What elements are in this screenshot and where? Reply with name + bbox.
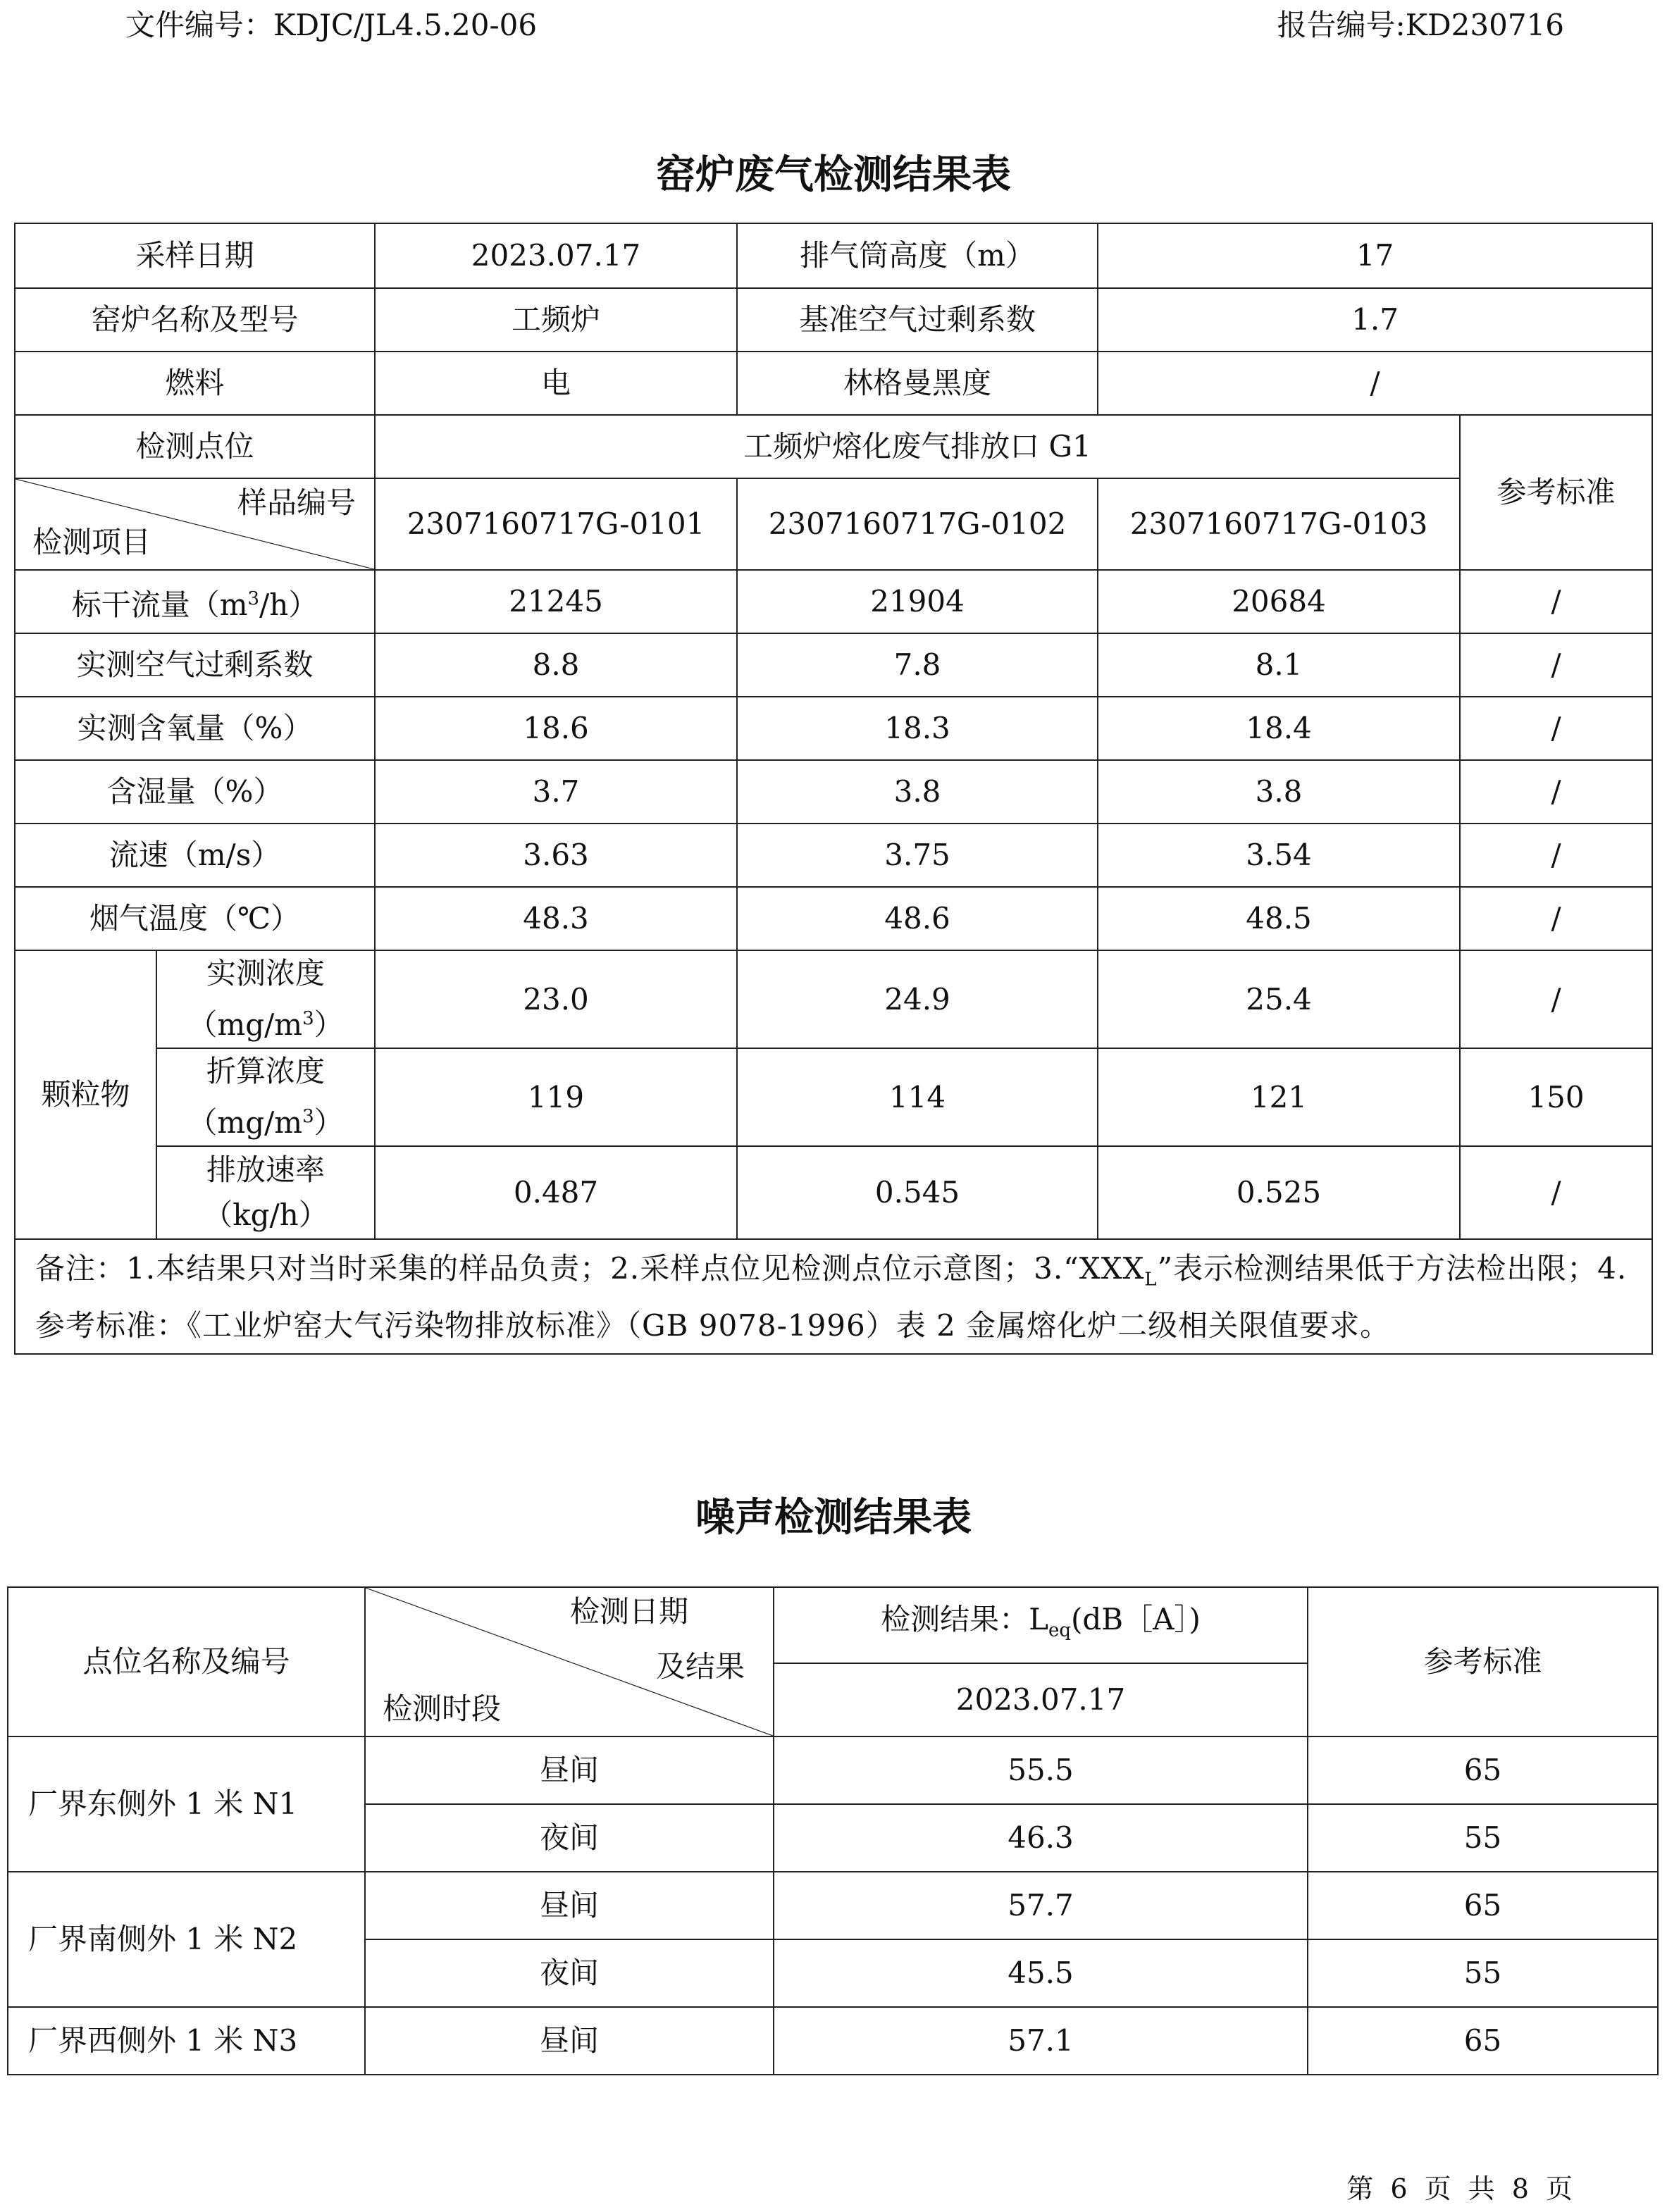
note xyxy=(15,1239,1652,1354)
page-footer: 第 6 页 共 8 页 xyxy=(1346,2173,1577,2204)
value-sample-2: 114 xyxy=(737,1048,1098,1146)
value-reference: / xyxy=(1460,633,1652,697)
noise-value: 57.7 xyxy=(774,1872,1308,1939)
particulate-sub-label-sup: 3 xyxy=(302,1106,314,1127)
excess-air-label: 基准空气过剩系数 xyxy=(737,288,1098,352)
value-sample-3: 20684 xyxy=(1098,570,1460,633)
noise-row xyxy=(8,1872,1658,1939)
noise-reference-label: 参考标准 xyxy=(1308,1587,1658,1736)
ringelmann-value: / xyxy=(1098,352,1652,415)
excess-air-value: 1.7 xyxy=(1098,288,1652,352)
kiln-table-title: 窑炉废气检测结果表 xyxy=(656,151,1011,198)
noise-result-label-sub: eq xyxy=(1048,1620,1072,1641)
kiln-row xyxy=(15,887,1652,950)
particulate-sub-label xyxy=(156,1048,375,1146)
noise-data-rows xyxy=(8,1736,1658,2075)
sampling-date-value: 2023.07.17 xyxy=(375,223,737,288)
noise-diag-date: 检测日期 xyxy=(569,1594,688,1629)
noise-value: 46.3 xyxy=(774,1804,1308,1872)
value-reference: / xyxy=(1460,570,1652,633)
particulate-row xyxy=(15,950,1652,1048)
noise-row xyxy=(8,1736,1658,1804)
sample-no-label: 样品编号 xyxy=(237,485,357,520)
value-sample-2: 3.75 xyxy=(737,824,1098,887)
fuel-value: 电 xyxy=(375,352,737,415)
note-text-2: ”表示检测结果低于方法检出限；4.参考标准：《工业炉窑大气污染物排放标准》（GB 9078-1996）表 2 金属熔化炉二级相关限值要求。 xyxy=(35,1251,1628,1343)
row-label xyxy=(15,760,375,824)
value-sample-3: 48.5 xyxy=(1098,887,1460,950)
value-sample-2: 0.545 xyxy=(737,1146,1098,1239)
report-number: 报告编号:KD230716 xyxy=(1277,8,1564,42)
particulate-sub-label-end: ） xyxy=(314,1007,344,1042)
row-label-text: 含湿量（%） xyxy=(106,774,283,809)
value-sample-3: 3.8 xyxy=(1098,760,1460,824)
value-sample-1: 23.0 xyxy=(375,950,737,1048)
stack-height-label: 排气筒高度（m） xyxy=(737,223,1098,288)
file-number: 文件编号：KDJC/JL4.5.20-06 xyxy=(125,8,538,42)
row-label-sup: 3 xyxy=(247,588,260,609)
noise-result-label xyxy=(774,1587,1308,1663)
value-sample-1: 48.3 xyxy=(375,887,737,950)
noise-reference: 55 xyxy=(1308,1939,1658,2007)
value-reference: / xyxy=(1460,1146,1652,1239)
row-label-text: 标干流量（m xyxy=(71,587,248,622)
row-label xyxy=(15,570,375,633)
value-reference: / xyxy=(1460,760,1652,824)
value-sample-2: 3.8 xyxy=(737,760,1098,824)
value-sample-3: 18.4 xyxy=(1098,697,1460,760)
particulate-sub-label-line-1: 折算浓度 xyxy=(206,1054,326,1088)
noise-date: 2023.07.17 xyxy=(774,1663,1308,1736)
point-row xyxy=(15,415,1652,478)
noise-value: 45.5 xyxy=(774,1939,1308,2007)
noise-period: 夜间 xyxy=(365,1804,774,1872)
value-sample-2: 48.6 xyxy=(737,887,1098,950)
kiln-name-row xyxy=(15,288,1652,352)
value-sample-2: 24.9 xyxy=(737,950,1098,1048)
sample-1: 2307160717G-0101 xyxy=(375,478,737,570)
noise-diagonal-header xyxy=(365,1587,774,1736)
value-reference: / xyxy=(1460,887,1652,950)
noise-header-row-1 xyxy=(8,1587,1658,1663)
value-sample-3: 0.525 xyxy=(1098,1146,1460,1239)
row-label-text: 实测含氧量（%） xyxy=(77,711,313,745)
particulate-row xyxy=(15,1146,1652,1239)
noise-period: 昼间 xyxy=(365,2007,774,2075)
noise-result-label-unit: (dB［A］) xyxy=(1071,1602,1201,1637)
row-label xyxy=(15,887,375,950)
noise-row xyxy=(8,2007,1658,2075)
particulate-sub-label-line-2: （mg/m xyxy=(187,1105,303,1140)
noise-diag-period: 检测时段 xyxy=(383,1691,502,1726)
particulate-label: 颗粒物 xyxy=(15,950,156,1239)
noise-result-label-text: 检测结果：L xyxy=(881,1602,1048,1637)
noise-table-title: 噪声检测结果表 xyxy=(695,1494,972,1541)
sample-2: 2307160717G-0102 xyxy=(737,478,1098,570)
value-sample-1: 18.6 xyxy=(375,697,737,760)
row-label-unit: /h） xyxy=(259,587,318,622)
row-label xyxy=(15,697,375,760)
point-label: 检测点位 xyxy=(15,415,375,478)
row-label xyxy=(15,633,375,697)
noise-period: 昼间 xyxy=(365,1872,774,1939)
kiln-row xyxy=(15,633,1652,697)
noise-point: 厂界南侧外 1 米 N2 xyxy=(8,1872,365,2007)
kiln-row xyxy=(15,570,1652,633)
sample-number-row xyxy=(15,478,1652,570)
value-reference: / xyxy=(1460,950,1652,1048)
reference-header: 参考标准 xyxy=(1460,415,1652,570)
kiln-row xyxy=(15,760,1652,824)
value-sample-2: 21904 xyxy=(737,570,1098,633)
value-sample-1: 3.7 xyxy=(375,760,737,824)
particulate-sub-label-end: ） xyxy=(314,1105,344,1140)
value-sample-3: 8.1 xyxy=(1098,633,1460,697)
noise-reference: 55 xyxy=(1308,1804,1658,1872)
particulate-sub-label xyxy=(156,1146,375,1239)
row-label-text: 烟气温度（℃） xyxy=(89,901,300,936)
value-reference: / xyxy=(1460,697,1652,760)
noise-reference: 65 xyxy=(1308,2007,1658,2075)
kiln-data-rows xyxy=(15,570,1652,950)
particulate-sub-label-line-1: 排放速率 xyxy=(206,1152,326,1187)
value-sample-1: 0.487 xyxy=(375,1146,737,1239)
particulate-row xyxy=(15,1048,1652,1146)
sample-3: 2307160717G-0103 xyxy=(1098,478,1460,570)
noise-point: 厂界西侧外 1 米 N3 xyxy=(8,2007,365,2075)
noise-value: 57.1 xyxy=(774,2007,1308,2075)
note-text-1: 备注：1.本结果只对当时采集的样品负责；2.采样点位见检测点位示意图；3.“XXX xyxy=(35,1251,1145,1286)
noise-reference: 65 xyxy=(1308,1872,1658,1939)
particulate-rows xyxy=(15,950,1652,1239)
row-label-text: 实测空气过剩系数 xyxy=(76,647,314,682)
noise-period: 昼间 xyxy=(365,1736,774,1804)
kiln-name-label: 窑炉名称及型号 xyxy=(15,288,375,352)
point-value: 工频炉熔化废气排放口 G1 xyxy=(375,415,1460,478)
noise-point: 厂界东侧外 1 米 N1 xyxy=(8,1736,365,1872)
item-label: 检测项目 xyxy=(32,525,151,559)
kiln-row xyxy=(15,824,1652,887)
kiln-emission-table xyxy=(14,223,1653,1355)
value-sample-1: 119 xyxy=(375,1048,737,1146)
value-sample-3: 25.4 xyxy=(1098,950,1460,1048)
note-row xyxy=(15,1239,1652,1354)
noise-diag-result: 及结果 xyxy=(655,1649,745,1684)
noise-value: 55.5 xyxy=(774,1736,1308,1804)
value-sample-1: 21245 xyxy=(375,570,737,633)
noise-reference: 65 xyxy=(1308,1736,1658,1804)
noise-period: 夜间 xyxy=(365,1939,774,2007)
particulate-sub-label-line-2: （mg/m xyxy=(187,1007,303,1042)
ringelmann-label: 林格曼黑度 xyxy=(737,352,1098,415)
row-label-text: 流速（m/s） xyxy=(109,838,281,872)
kiln-row xyxy=(15,697,1652,760)
value-sample-3: 121 xyxy=(1098,1048,1460,1146)
value-sample-1: 8.8 xyxy=(375,633,737,697)
fuel-row xyxy=(15,352,1652,415)
particulate-sub-label-line-1: 实测浓度 xyxy=(206,956,326,990)
particulate-sub-label-line-2: （kg/h） xyxy=(203,1198,328,1232)
particulate-sub-label xyxy=(156,950,375,1048)
value-sample-2: 7.8 xyxy=(737,633,1098,697)
fuel-label: 燃料 xyxy=(15,352,375,415)
sampling-date-row xyxy=(15,223,1652,288)
value-sample-2: 18.3 xyxy=(737,697,1098,760)
noise-point-label: 点位名称及编号 xyxy=(8,1587,365,1736)
stack-height-value: 17 xyxy=(1098,223,1652,288)
value-sample-3: 3.54 xyxy=(1098,824,1460,887)
particulate-sub-label-sup: 3 xyxy=(302,1008,314,1029)
value-reference: 150 xyxy=(1460,1048,1652,1146)
kiln-name-value: 工频炉 xyxy=(375,288,737,352)
note-subscript: L xyxy=(1144,1269,1158,1291)
row-label xyxy=(15,824,375,887)
value-reference: / xyxy=(1460,824,1652,887)
value-sample-1: 3.63 xyxy=(375,824,737,887)
diagonal-header-cell xyxy=(15,478,375,570)
sampling-date-label: 采样日期 xyxy=(15,223,375,288)
noise-table xyxy=(7,1586,1659,2075)
